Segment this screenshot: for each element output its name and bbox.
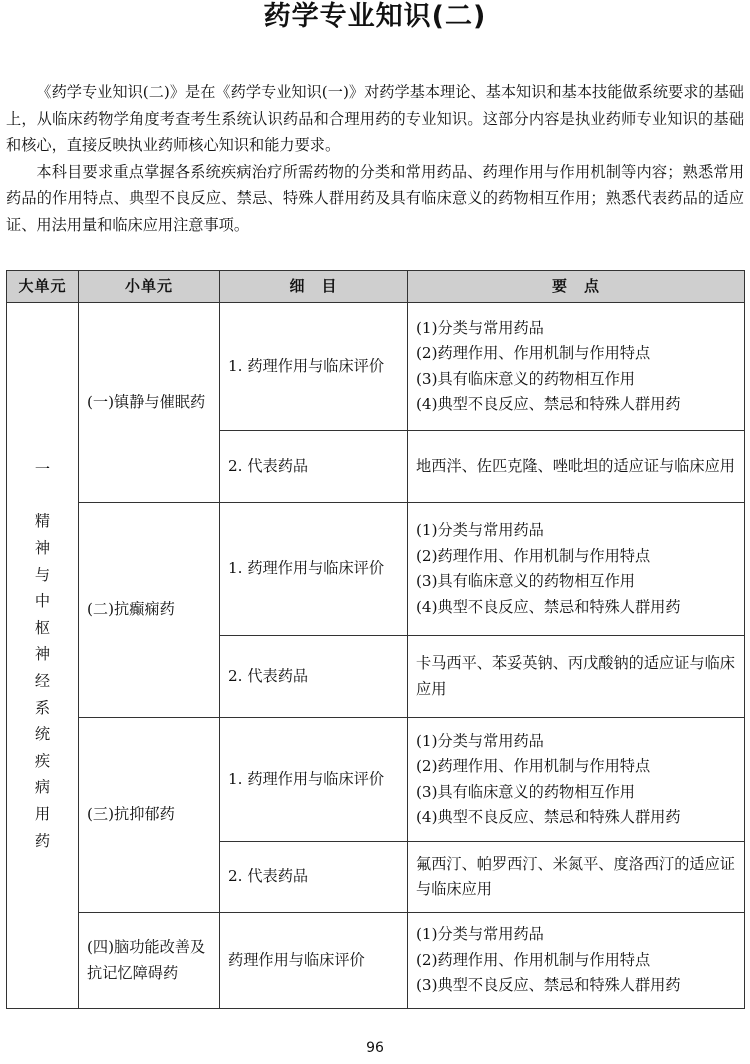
key-points-cell: (1)分类与常用药品 (2)药理作用、作用机制与作用特点 (3)典型不良反应、禁忌和特殊人群用药 xyxy=(408,913,745,1009)
table-header-row xyxy=(7,271,745,303)
header-major-unit: 大单元 xyxy=(7,271,79,303)
key-points-cell: (1)分类与常用药品 (2)药理作用、作用机制与作用特点 (3)具有临床意义的药物相互作用 (4)典型不良反应、禁忌和特殊人群用药 xyxy=(408,503,745,636)
major-unit-name: 精 神 与 中 枢 神 经 系 统 疾 病 用 药 xyxy=(34,512,51,850)
table-row xyxy=(7,503,745,636)
header-detail: 细 目 xyxy=(220,271,408,303)
key-points-cell: 卡马西平、苯妥英钠、丙戊酸钠的适应证与临床应用 xyxy=(408,636,745,718)
detail-cell: 1. 药理作用与临床评价 xyxy=(220,303,408,431)
intro-text xyxy=(6,79,744,239)
sub-unit-name: (一)镇静与催眠药 xyxy=(79,303,220,503)
header-sub-unit: 小单元 xyxy=(79,271,220,303)
detail-cell: 2. 代表药品 xyxy=(220,636,408,718)
sub-unit-name: (四)脑功能改善及抗记忆障碍药 xyxy=(79,913,220,1009)
key-points-cell: 地西泮、佐匹克隆、唑吡坦的适应证与临床应用 xyxy=(408,431,745,503)
key-points-cell: (1)分类与常用药品 (2)药理作用、作用机制与作用特点 (3)具有临床意义的药物相互作用 (4)典型不良反应、禁忌和特殊人群用药 xyxy=(408,303,745,431)
detail-cell: 药理作用与临床评价 xyxy=(220,913,408,1009)
table-row xyxy=(7,913,745,1009)
detail-cell: 1. 药理作用与临床评价 xyxy=(220,503,408,636)
table-row xyxy=(7,303,745,431)
page-number: 96 xyxy=(366,1040,384,1056)
detail-cell: 1. 药理作用与临床评价 xyxy=(220,718,408,842)
detail-cell: 2. 代表药品 xyxy=(220,842,408,913)
sub-unit-name: (三)抗抑郁药 xyxy=(79,718,220,913)
key-points-cell: (1)分类与常用药品 (2)药理作用、作用机制与作用特点 (3)具有临床意义的药物相互作用 (4)典型不良反应、禁忌和特殊人群用药 xyxy=(408,718,745,842)
major-unit-number: 一 xyxy=(34,459,51,478)
page-title: 药学专业知识(二) xyxy=(263,1,487,32)
intro-paragraph-2: 本科目要求重点掌握各系统疾病治疗所需药物的分类和常用药品、药理作用与作用机制等内容；熟悉常用药品的作用特点、典型不良反应、禁忌、特殊人群用药及具有临床意义的药物相互作用；熟悉代表药品的适应证、用法用量和临床应用注意事项。 xyxy=(6,162,744,234)
sub-unit-name: (二)抗癫痫药 xyxy=(79,503,220,718)
key-points-cell: 氟西汀、帕罗西汀、米氮平、度洛西汀的适应证与临床应用 xyxy=(408,842,745,913)
intro-paragraph-1: 《药学专业知识(二)》是在《药学专业知识(一)》对药学基本理论、基本知识和基本技能做系统要求的基础上，从临床药物学角度考查考生系统认识药品和合理用药的专业知识。这部分内容是执业药师专业知识的基础和核心，直接反映执业药师核心知识和能力要求。 xyxy=(6,83,744,155)
detail-cell: 2. 代表药品 xyxy=(220,431,408,503)
header-key-points: 要 点 xyxy=(408,271,745,303)
major-unit-cell xyxy=(7,303,79,1009)
table-row xyxy=(7,718,745,842)
syllabus-table xyxy=(6,270,745,1009)
